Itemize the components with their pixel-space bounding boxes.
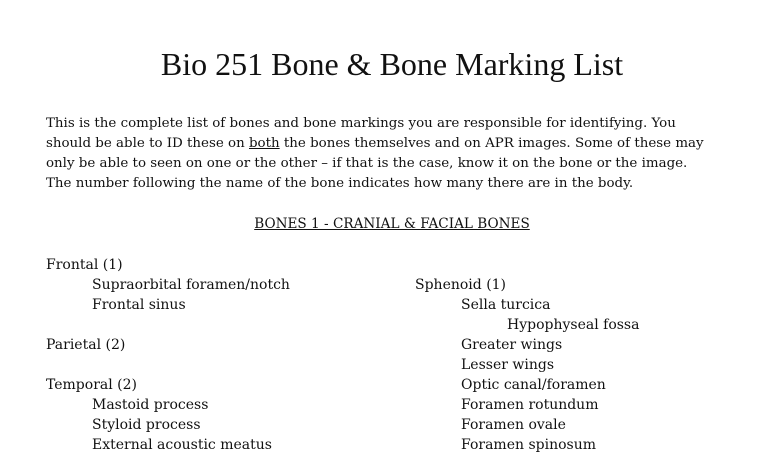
bone-list-left: [46, 255, 290, 455]
intro-line: [46, 134, 746, 154]
intro-line: The number following the name of the bone indicates how many there are in the body.: [46, 176, 634, 191]
bone-name: Frontal (1): [46, 257, 123, 273]
bone-list-right: [415, 275, 639, 455]
bone-marking: Frontal sinus: [92, 297, 186, 313]
intro-text: the bones themselves and on APR images. Some of these may: [279, 136, 704, 151]
intro-paragraph: [46, 114, 746, 194]
spacer: [46, 355, 290, 375]
bone-marking: Styloid process: [92, 417, 201, 433]
bone-marking: Foramen rotundum: [461, 397, 599, 413]
bone-marking: Supraorbital foramen/notch: [92, 277, 290, 293]
section-heading: BONES 1 - CRANIAL & FACIAL BONES: [254, 216, 530, 232]
bone-marking: Foramen spinosum: [461, 437, 596, 453]
bone-marking: Greater wings: [461, 337, 563, 353]
bone-name: Temporal (2): [46, 377, 137, 393]
spacer: [46, 315, 290, 335]
bone-sub-marking: Hypophyseal fossa: [507, 317, 640, 333]
bone-marking: Foramen ovale: [461, 417, 566, 433]
bone-name: Parietal (2): [46, 337, 126, 353]
bone-marking: Lesser wings: [461, 357, 555, 373]
bone-marking: Optic canal/foramen: [461, 377, 606, 393]
bone-marking: External acoustic meatus: [92, 437, 272, 453]
emphasis-text: both: [248, 136, 280, 151]
intro-line: only be able to seen on one or the other – if that is the case, know it on the bone or the image.: [46, 156, 688, 171]
document-title: Bio 251 Bone & Bone Marking List: [160, 46, 624, 82]
bone-marking: Mastoid process: [92, 397, 209, 413]
bone-marking: Sella turcica: [461, 297, 551, 313]
intro-text: should be able to ID these on: [46, 136, 249, 151]
intro-line: This is the complete list of bones and bone markings you are responsible for identifying. You: [46, 116, 676, 131]
bone-name: Sphenoid (1): [415, 277, 507, 293]
